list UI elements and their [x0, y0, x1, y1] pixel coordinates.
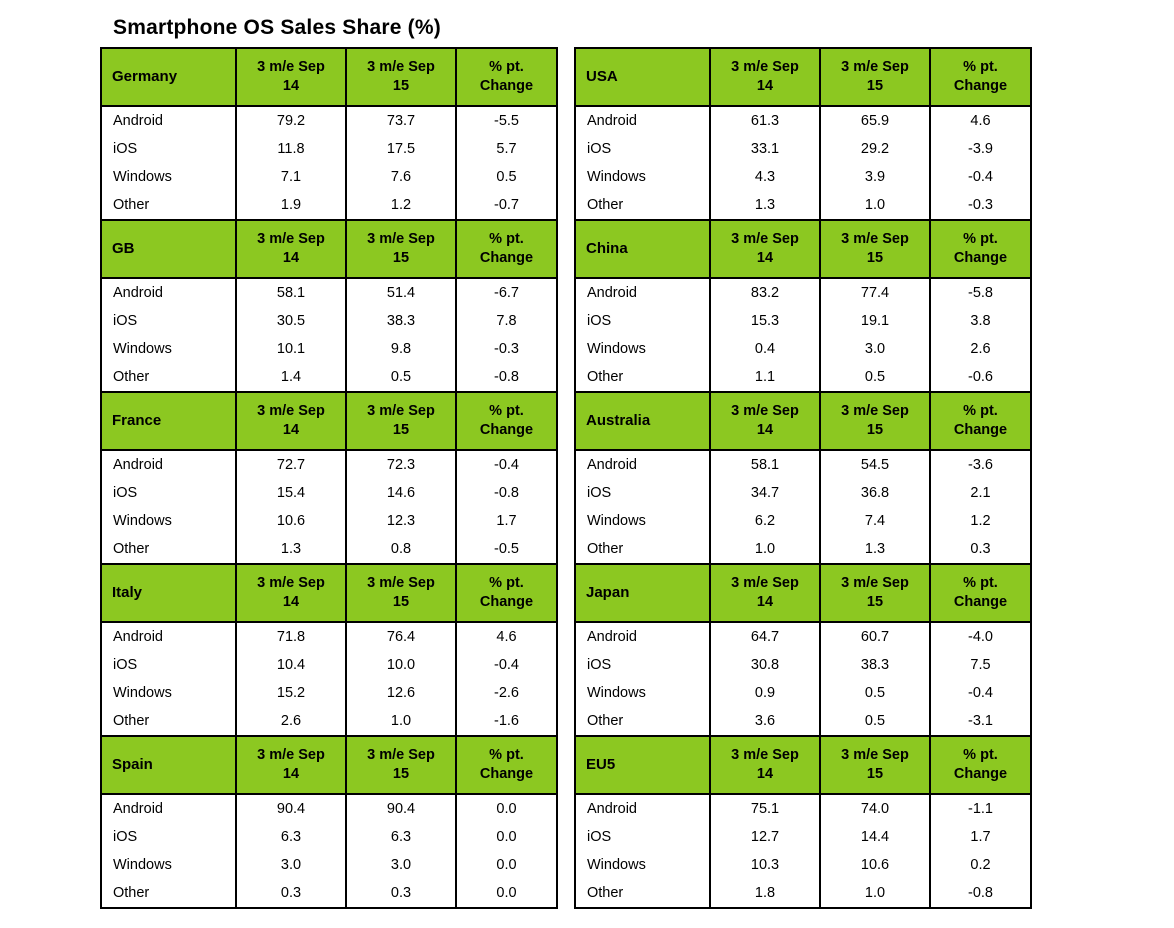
table-body	[575, 622, 1031, 736]
table-header-row	[575, 48, 1031, 106]
os-row	[575, 106, 1031, 135]
os-row	[575, 307, 1031, 335]
os-label: iOS	[101, 479, 236, 507]
region-name: China	[575, 220, 710, 278]
tables-container	[100, 47, 1174, 909]
os-label: iOS	[575, 307, 710, 335]
os-label: Windows	[575, 163, 710, 191]
os-row	[101, 794, 557, 823]
value-sep14: 34.7	[710, 479, 820, 507]
country-table-usa	[574, 47, 1032, 221]
column-header-change: % pt. Change	[930, 48, 1031, 106]
os-label: iOS	[575, 651, 710, 679]
value-sep15: 1.0	[346, 707, 456, 736]
value-sep14: 10.4	[236, 651, 346, 679]
country-table-france	[100, 391, 558, 565]
value-change: -3.6	[930, 450, 1031, 479]
os-label: Other	[101, 535, 236, 564]
value-change: 0.0	[456, 823, 557, 851]
os-label: Other	[101, 707, 236, 736]
value-sep14: 15.4	[236, 479, 346, 507]
os-row	[575, 622, 1031, 651]
value-sep15: 1.0	[820, 191, 930, 220]
value-change: 0.0	[456, 794, 557, 823]
column-header-sep14: 3 m/e Sep 14	[710, 392, 820, 450]
column-header-sep15: 3 m/e Sep 15	[346, 736, 456, 794]
column-header-sep15: 3 m/e Sep 15	[820, 736, 930, 794]
tables-column-left	[100, 47, 558, 909]
value-sep15: 51.4	[346, 278, 456, 307]
value-change: 5.7	[456, 135, 557, 163]
column-header-sep14: 3 m/e Sep 14	[236, 48, 346, 106]
value-sep14: 10.1	[236, 335, 346, 363]
os-row	[575, 335, 1031, 363]
value-sep15: 19.1	[820, 307, 930, 335]
os-row	[101, 823, 557, 851]
table-body	[101, 794, 557, 908]
table-header-row	[101, 564, 557, 622]
value-sep14: 4.3	[710, 163, 820, 191]
value-change: 3.8	[930, 307, 1031, 335]
value-sep15: 77.4	[820, 278, 930, 307]
os-row	[101, 335, 557, 363]
value-change: -5.8	[930, 278, 1031, 307]
value-sep15: 0.8	[346, 535, 456, 564]
value-sep15: 60.7	[820, 622, 930, 651]
value-sep14: 2.6	[236, 707, 346, 736]
os-label: Other	[575, 707, 710, 736]
value-change: -0.5	[456, 535, 557, 564]
value-change: 2.1	[930, 479, 1031, 507]
os-row	[575, 707, 1031, 736]
value-change: 4.6	[930, 106, 1031, 135]
table-header-row	[101, 48, 557, 106]
value-sep14: 83.2	[710, 278, 820, 307]
column-header-sep14: 3 m/e Sep 14	[710, 564, 820, 622]
value-change: 7.8	[456, 307, 557, 335]
table-header-row	[575, 392, 1031, 450]
page-title: Smartphone OS Sales Share (%)	[113, 16, 441, 39]
region-name: GB	[101, 220, 236, 278]
os-row	[575, 479, 1031, 507]
value-sep14: 12.7	[710, 823, 820, 851]
value-sep15: 38.3	[820, 651, 930, 679]
value-sep15: 29.2	[820, 135, 930, 163]
os-label: iOS	[575, 135, 710, 163]
value-sep15: 14.4	[820, 823, 930, 851]
value-sep14: 0.4	[710, 335, 820, 363]
value-change: -0.4	[456, 651, 557, 679]
country-table-italy	[100, 563, 558, 737]
value-sep15: 10.6	[820, 851, 930, 879]
value-sep14: 1.9	[236, 191, 346, 220]
value-sep15: 0.5	[820, 363, 930, 392]
value-sep14: 11.8	[236, 135, 346, 163]
os-label: Android	[101, 106, 236, 135]
value-sep14: 15.2	[236, 679, 346, 707]
os-row	[575, 651, 1031, 679]
value-sep14: 58.1	[710, 450, 820, 479]
table-body	[101, 106, 557, 220]
os-row	[575, 135, 1031, 163]
os-row	[101, 191, 557, 220]
value-sep14: 30.8	[710, 651, 820, 679]
table-body	[575, 278, 1031, 392]
column-header-sep15: 3 m/e Sep 15	[820, 220, 930, 278]
os-label: iOS	[101, 135, 236, 163]
value-change: -1.1	[930, 794, 1031, 823]
value-sep15: 1.3	[820, 535, 930, 564]
value-sep15: 90.4	[346, 794, 456, 823]
os-label: iOS	[575, 823, 710, 851]
region-name: Japan	[575, 564, 710, 622]
os-label: Android	[575, 106, 710, 135]
value-change: -0.3	[930, 191, 1031, 220]
value-change: 1.7	[456, 507, 557, 535]
table-body	[101, 278, 557, 392]
country-table-china	[574, 219, 1032, 393]
os-row	[101, 450, 557, 479]
tables-column-right	[574, 47, 1032, 909]
value-change: -0.7	[456, 191, 557, 220]
value-sep15: 9.8	[346, 335, 456, 363]
column-header-change: % pt. Change	[456, 220, 557, 278]
value-change: -0.4	[456, 450, 557, 479]
table-header-row	[575, 736, 1031, 794]
column-header-change: % pt. Change	[456, 392, 557, 450]
value-sep14: 64.7	[710, 622, 820, 651]
os-label: Windows	[101, 335, 236, 363]
value-change: 4.6	[456, 622, 557, 651]
value-sep15: 1.0	[820, 879, 930, 908]
value-sep14: 7.1	[236, 163, 346, 191]
value-sep15: 3.0	[346, 851, 456, 879]
value-sep15: 6.3	[346, 823, 456, 851]
column-header-change: % pt. Change	[456, 736, 557, 794]
country-table-gb	[100, 219, 558, 393]
column-header-sep15: 3 m/e Sep 15	[820, 392, 930, 450]
column-header-sep14: 3 m/e Sep 14	[236, 736, 346, 794]
value-sep14: 58.1	[236, 278, 346, 307]
os-row	[101, 622, 557, 651]
column-header-change: % pt. Change	[930, 736, 1031, 794]
table-header-row	[101, 220, 557, 278]
region-name: Spain	[101, 736, 236, 794]
os-row	[101, 651, 557, 679]
table-body	[575, 450, 1031, 564]
region-name: Germany	[101, 48, 236, 106]
os-row	[575, 278, 1031, 307]
value-sep14: 6.2	[710, 507, 820, 535]
column-header-sep15: 3 m/e Sep 15	[820, 48, 930, 106]
os-label: Other	[101, 363, 236, 392]
os-label: Other	[101, 879, 236, 908]
value-change: -3.9	[930, 135, 1031, 163]
os-label: iOS	[575, 479, 710, 507]
os-row	[575, 851, 1031, 879]
os-label: iOS	[101, 823, 236, 851]
value-sep15: 7.4	[820, 507, 930, 535]
os-row	[575, 363, 1031, 392]
value-change: 0.0	[456, 879, 557, 908]
os-label: Windows	[101, 507, 236, 535]
os-row	[101, 163, 557, 191]
table-body	[101, 622, 557, 736]
value-sep14: 10.3	[710, 851, 820, 879]
os-label: Windows	[575, 507, 710, 535]
value-sep14: 0.3	[236, 879, 346, 908]
value-change: 0.3	[930, 535, 1031, 564]
os-row	[575, 191, 1031, 220]
os-label: Android	[101, 622, 236, 651]
value-sep14: 71.8	[236, 622, 346, 651]
os-row	[101, 507, 557, 535]
column-header-sep15: 3 m/e Sep 15	[346, 48, 456, 106]
country-table-australia	[574, 391, 1032, 565]
value-sep14: 6.3	[236, 823, 346, 851]
value-sep15: 14.6	[346, 479, 456, 507]
table-header-row	[575, 220, 1031, 278]
value-sep14: 3.0	[236, 851, 346, 879]
value-change: 1.7	[930, 823, 1031, 851]
os-label: Other	[575, 191, 710, 220]
os-row	[101, 879, 557, 908]
os-row	[101, 135, 557, 163]
value-sep14: 1.3	[710, 191, 820, 220]
os-label: Windows	[575, 679, 710, 707]
column-header-sep15: 3 m/e Sep 15	[820, 564, 930, 622]
column-header-change: % pt. Change	[930, 392, 1031, 450]
value-change: 0.0	[456, 851, 557, 879]
os-label: Windows	[575, 851, 710, 879]
value-sep15: 65.9	[820, 106, 930, 135]
value-sep15: 0.3	[346, 879, 456, 908]
os-row	[101, 307, 557, 335]
value-sep15: 3.0	[820, 335, 930, 363]
value-sep15: 76.4	[346, 622, 456, 651]
column-header-sep14: 3 m/e Sep 14	[710, 736, 820, 794]
column-header-sep14: 3 m/e Sep 14	[236, 564, 346, 622]
value-sep14: 1.3	[236, 535, 346, 564]
os-label: Android	[101, 450, 236, 479]
value-sep14: 75.1	[710, 794, 820, 823]
value-change: -0.4	[930, 679, 1031, 707]
os-label: Other	[575, 363, 710, 392]
value-sep15: 74.0	[820, 794, 930, 823]
os-row	[101, 851, 557, 879]
value-sep15: 12.6	[346, 679, 456, 707]
column-header-change: % pt. Change	[930, 220, 1031, 278]
value-change: 1.2	[930, 507, 1031, 535]
os-row	[575, 507, 1031, 535]
value-sep15: 17.5	[346, 135, 456, 163]
value-sep14: 3.6	[710, 707, 820, 736]
value-sep14: 1.0	[710, 535, 820, 564]
os-label: Windows	[101, 679, 236, 707]
value-change: 7.5	[930, 651, 1031, 679]
value-change: -0.6	[930, 363, 1031, 392]
value-change: 0.2	[930, 851, 1031, 879]
region-name: EU5	[575, 736, 710, 794]
os-row	[575, 794, 1031, 823]
value-change: -1.6	[456, 707, 557, 736]
os-row	[101, 479, 557, 507]
os-label: Android	[575, 622, 710, 651]
value-sep15: 7.6	[346, 163, 456, 191]
os-row	[575, 823, 1031, 851]
os-row	[575, 450, 1031, 479]
value-sep15: 1.2	[346, 191, 456, 220]
region-name: Australia	[575, 392, 710, 450]
value-change: -0.8	[456, 363, 557, 392]
value-sep15: 10.0	[346, 651, 456, 679]
os-label: Windows	[101, 851, 236, 879]
os-label: Android	[101, 794, 236, 823]
value-sep15: 54.5	[820, 450, 930, 479]
os-row	[575, 535, 1031, 564]
value-change: -4.0	[930, 622, 1031, 651]
country-table-germany	[100, 47, 558, 221]
os-label: Other	[575, 535, 710, 564]
table-header-row	[101, 736, 557, 794]
os-label: Android	[101, 278, 236, 307]
value-sep14: 30.5	[236, 307, 346, 335]
value-change: -0.8	[456, 479, 557, 507]
table-header-row	[101, 392, 557, 450]
column-header-sep14: 3 m/e Sep 14	[710, 48, 820, 106]
os-row	[101, 679, 557, 707]
value-change: -3.1	[930, 707, 1031, 736]
value-sep14: 79.2	[236, 106, 346, 135]
column-header-sep14: 3 m/e Sep 14	[710, 220, 820, 278]
table-header-row	[575, 564, 1031, 622]
value-sep14: 0.9	[710, 679, 820, 707]
os-label: iOS	[101, 651, 236, 679]
value-sep15: 0.5	[820, 679, 930, 707]
value-sep14: 33.1	[710, 135, 820, 163]
value-change: -0.4	[930, 163, 1031, 191]
value-sep15: 73.7	[346, 106, 456, 135]
value-sep15: 36.8	[820, 479, 930, 507]
value-sep15: 12.3	[346, 507, 456, 535]
os-label: Android	[575, 794, 710, 823]
value-sep14: 61.3	[710, 106, 820, 135]
value-sep14: 15.3	[710, 307, 820, 335]
value-sep15: 3.9	[820, 163, 930, 191]
column-header-change: % pt. Change	[456, 48, 557, 106]
os-label: Other	[575, 879, 710, 908]
os-row	[575, 879, 1031, 908]
value-sep15: 72.3	[346, 450, 456, 479]
os-label: iOS	[101, 307, 236, 335]
value-change: -0.8	[930, 879, 1031, 908]
value-sep14: 72.7	[236, 450, 346, 479]
country-table-eu5	[574, 735, 1032, 909]
column-header-change: % pt. Change	[930, 564, 1031, 622]
table-body	[101, 450, 557, 564]
table-body	[575, 794, 1031, 908]
os-label: Windows	[101, 163, 236, 191]
column-header-sep15: 3 m/e Sep 15	[346, 564, 456, 622]
os-row	[575, 163, 1031, 191]
region-name: USA	[575, 48, 710, 106]
value-change: 2.6	[930, 335, 1031, 363]
os-row	[101, 106, 557, 135]
value-sep14: 1.8	[710, 879, 820, 908]
os-label: Android	[575, 278, 710, 307]
value-sep15: 0.5	[820, 707, 930, 736]
os-row	[101, 535, 557, 564]
os-label: Android	[575, 450, 710, 479]
value-sep14: 1.1	[710, 363, 820, 392]
table-body	[575, 106, 1031, 220]
column-header-sep15: 3 m/e Sep 15	[346, 392, 456, 450]
value-sep15: 0.5	[346, 363, 456, 392]
country-table-japan	[574, 563, 1032, 737]
value-change: -0.3	[456, 335, 557, 363]
os-label: Windows	[575, 335, 710, 363]
os-row	[575, 679, 1031, 707]
value-change: -6.7	[456, 278, 557, 307]
os-row	[101, 707, 557, 736]
os-label: Other	[101, 191, 236, 220]
column-header-sep15: 3 m/e Sep 15	[346, 220, 456, 278]
value-change: -5.5	[456, 106, 557, 135]
value-sep15: 38.3	[346, 307, 456, 335]
region-name: Italy	[101, 564, 236, 622]
value-change: 0.5	[456, 163, 557, 191]
value-sep14: 1.4	[236, 363, 346, 392]
column-header-sep14: 3 m/e Sep 14	[236, 220, 346, 278]
value-change: -2.6	[456, 679, 557, 707]
os-row	[101, 278, 557, 307]
region-name: France	[101, 392, 236, 450]
value-sep14: 90.4	[236, 794, 346, 823]
value-sep14: 10.6	[236, 507, 346, 535]
os-row	[101, 363, 557, 392]
column-header-change: % pt. Change	[456, 564, 557, 622]
country-table-spain	[100, 735, 558, 909]
column-header-sep14: 3 m/e Sep 14	[236, 392, 346, 450]
